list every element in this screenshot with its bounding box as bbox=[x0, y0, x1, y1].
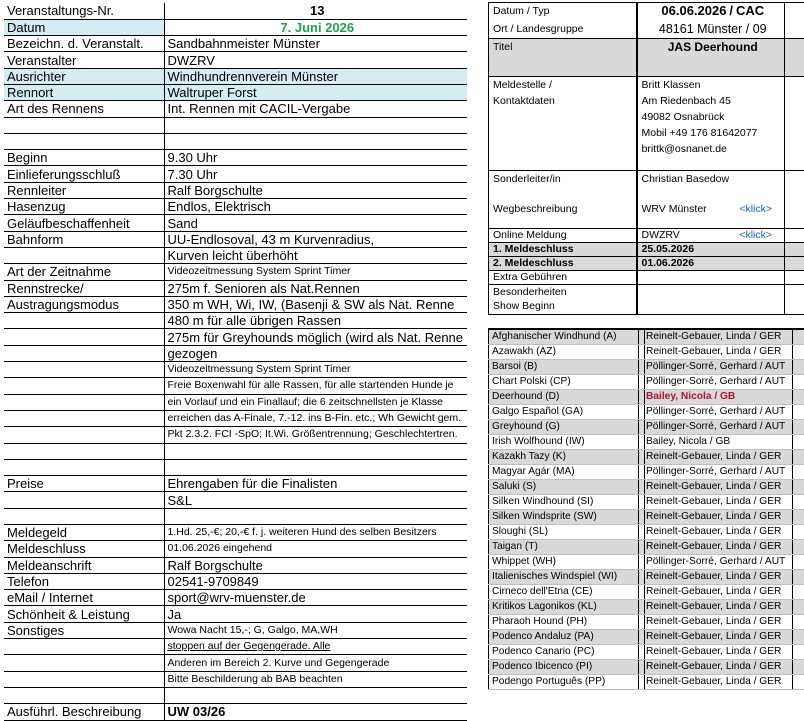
left-row bbox=[4, 557, 467, 573]
left-row-value: Sand bbox=[164, 215, 467, 231]
breed-name: Cirneco dell'Etna (CE) bbox=[489, 585, 639, 600]
left-row bbox=[4, 427, 467, 443]
breed-name: Pharaoh Hound (PH) bbox=[489, 615, 639, 630]
breed-name: Sloughi (SL) bbox=[489, 525, 639, 540]
left-row-label bbox=[4, 313, 164, 329]
left-row bbox=[4, 590, 467, 606]
left-row-label: Ausrichter bbox=[4, 68, 164, 84]
breed-judge: Reinelt-Gebauer, Linda / GER bbox=[645, 345, 793, 360]
left-row bbox=[4, 313, 467, 329]
breed-extra bbox=[793, 660, 804, 675]
breed-row bbox=[489, 585, 804, 600]
breed-extra bbox=[793, 645, 804, 660]
breed-name: Greyhound (G) bbox=[489, 420, 639, 435]
breed-name: Deerhound (D) bbox=[489, 390, 639, 405]
left-row bbox=[4, 655, 467, 671]
left-row-value: stoppen auf der Gegengerade. Alle bbox=[164, 639, 467, 655]
breed-judge: Reinelt-Gebauer, Linda / GER bbox=[645, 675, 793, 690]
wegbeschreibung-klick-link[interactable]: <klick> bbox=[739, 201, 772, 217]
breed-row bbox=[489, 465, 804, 480]
breed-judge: Reinelt-Gebauer, Linda / GER bbox=[645, 329, 793, 345]
breed-name: Afghanischer Windhund (A) bbox=[489, 329, 639, 345]
wegbeschreibung-label: Wegbeschreibung bbox=[493, 201, 636, 217]
left-row-label: Schönheit & Leistung bbox=[4, 606, 164, 622]
left-row bbox=[4, 671, 467, 687]
breed-name: Taigan (T) bbox=[489, 540, 639, 555]
left-row bbox=[4, 150, 467, 166]
breed-judge: Reinelt-Gebauer, Linda / GER bbox=[645, 630, 793, 645]
ort-value: 48161 Münster / 09 bbox=[637, 21, 785, 39]
left-row bbox=[4, 639, 467, 655]
online-meldung-org: DWZRV bbox=[642, 229, 680, 241]
datum-typ-value bbox=[637, 3, 785, 21]
left-row-value: 01.06.2026 eingehend bbox=[164, 541, 467, 557]
breed-name: Irish Wolfhound (IW) bbox=[489, 435, 639, 450]
left-row-value: Pkt 2.3.2. FCI -SpO; It.Wi. Größentrennung; Geschlechtertren. bbox=[164, 427, 467, 443]
left-row-label: Meldegeld bbox=[4, 525, 164, 541]
breed-row bbox=[489, 329, 804, 345]
sonderleiter-weg-labels bbox=[489, 171, 637, 229]
breed-name: Galgo Español (GA) bbox=[489, 405, 639, 420]
sonderleiter-weg-values bbox=[637, 171, 785, 229]
breed-row bbox=[489, 495, 804, 510]
left-row-label bbox=[4, 345, 164, 361]
breed-judge: Reinelt-Gebauer, Linda / GER bbox=[645, 510, 793, 525]
breed-name: Whippet (WH) bbox=[489, 555, 639, 570]
besonderheiten-labels bbox=[489, 285, 637, 315]
breed-row bbox=[489, 405, 804, 420]
breed-row bbox=[489, 660, 804, 675]
breed-extra bbox=[793, 615, 804, 630]
left-row-value: Videozeitmessung System Sprint Timer bbox=[164, 264, 467, 280]
breed-judge: Pöllinger-Sorré, Gerhard / AUT bbox=[645, 405, 793, 420]
extra-gebuehren-label: Extra Gebühren bbox=[489, 271, 637, 285]
show-details-panel bbox=[488, 2, 804, 320]
left-row-value: Anderen im Bereich 2. Kurve und Gegengerade bbox=[164, 655, 467, 671]
left-row-label bbox=[4, 410, 164, 426]
left-row bbox=[4, 215, 467, 231]
left-row-value: sport@wrv-muenster.de bbox=[164, 590, 467, 606]
left-row-label: Geläufbeschaffenheit bbox=[4, 215, 164, 231]
left-row bbox=[4, 247, 467, 263]
left-row-value: DWZRV bbox=[164, 52, 467, 68]
left-empty-row bbox=[4, 133, 467, 149]
breed-extra bbox=[793, 390, 804, 405]
left-row-label bbox=[4, 394, 164, 410]
breed-row bbox=[489, 510, 804, 525]
show-beginn-label: Show Beginn bbox=[493, 299, 636, 313]
left-row-value: 1.Hd. 25,-€; 20,-€ f. j. weiteren Hund des selben Besitzers bbox=[164, 525, 467, 541]
left-row-label bbox=[4, 655, 164, 671]
contact-phone: Mobil +49 176 81642077 bbox=[642, 125, 785, 141]
breed-name: Kritikos Lagonikos (KL) bbox=[489, 600, 639, 615]
breed-extra bbox=[793, 435, 804, 450]
breed-row bbox=[489, 555, 804, 570]
left-row-value: Ralf Borgschulte bbox=[164, 557, 467, 573]
left-row-label: Veranstaltungs-Nr. bbox=[4, 3, 164, 19]
breed-row bbox=[489, 480, 804, 495]
left-row-value: ein Vorlauf und ein Finallauf; die 6 zeitschnellsten je Klasse bbox=[164, 394, 467, 410]
left-row-label bbox=[4, 329, 164, 345]
breed-name: Saluki (S) bbox=[489, 480, 639, 495]
breed-extra bbox=[793, 570, 804, 585]
left-row-label: Telefon bbox=[4, 573, 164, 589]
meldeschluss2-value: 01.06.2026 bbox=[637, 257, 785, 271]
left-row-value: 7.30 Uhr bbox=[164, 166, 467, 182]
event-details-table bbox=[4, 3, 467, 721]
breed-judge: Pöllinger-Sorré, Gerhard / AUT bbox=[645, 375, 793, 390]
left-row bbox=[4, 329, 467, 345]
left-row-label: Ausführl. Beschreibung bbox=[4, 704, 164, 720]
breed-extra bbox=[793, 345, 804, 360]
left-row bbox=[4, 378, 467, 394]
left-empty-row bbox=[4, 687, 467, 703]
left-row-label bbox=[4, 378, 164, 394]
breed-judge: Reinelt-Gebauer, Linda / GER bbox=[645, 495, 793, 510]
left-row-label: Art der Zeitnahme bbox=[4, 264, 164, 280]
wegbeschreibung-row bbox=[642, 201, 785, 217]
left-row-value: 9.30 Uhr bbox=[164, 150, 467, 166]
left-row-label: Rennleiter bbox=[4, 182, 164, 198]
breed-row bbox=[489, 345, 804, 360]
meldestelle-label-line1: Meldestelle / bbox=[493, 77, 636, 93]
left-row-value: Videozeitmessung System Sprint Timer bbox=[164, 362, 467, 378]
breed-extra bbox=[793, 360, 804, 375]
left-row-label: Einlieferungsschluß bbox=[4, 166, 164, 182]
left-row bbox=[4, 622, 467, 638]
left-row bbox=[4, 199, 467, 215]
left-row-label bbox=[4, 671, 164, 687]
left-row-value: 7. Juni 2026 bbox=[164, 19, 467, 35]
contact-name: Britt Klassen bbox=[642, 77, 785, 93]
breed-extra bbox=[793, 525, 804, 540]
left-empty-row bbox=[4, 443, 467, 459]
breed-judge: Pöllinger-Sorré, Gerhard / AUT bbox=[645, 555, 793, 570]
left-row-value: Int. Rennen mit CACIL-Vergabe bbox=[164, 101, 467, 117]
breed-extra bbox=[793, 510, 804, 525]
left-row bbox=[4, 166, 467, 182]
left-row-value: Freie Boxenwahl für alle Rassen, für alle startenden Hunde je bbox=[164, 378, 467, 394]
breed-extra bbox=[793, 329, 804, 345]
breed-judge: Reinelt-Gebauer, Linda / GER bbox=[645, 525, 793, 540]
left-row-label bbox=[4, 427, 164, 443]
left-row-value: Ralf Borgschulte bbox=[164, 182, 467, 198]
left-row-label: Meldeschluss bbox=[4, 541, 164, 557]
sonderleiter-value: Christian Basedow bbox=[642, 171, 785, 187]
contact-city: 49082 Osnabrück bbox=[642, 109, 785, 125]
breed-judge: Reinelt-Gebauer, Linda / GER bbox=[645, 570, 793, 585]
breed-extra bbox=[793, 420, 804, 435]
breed-name: Chart Polski (CP) bbox=[489, 375, 639, 390]
left-row-label: Art des Rennens bbox=[4, 101, 164, 117]
breed-judge: Reinelt-Gebauer, Linda / GER bbox=[645, 540, 793, 555]
date-type-separator: / bbox=[729, 3, 733, 18]
left-row-label: eMail / Internet bbox=[4, 590, 164, 606]
breed-name: Azawakh (AZ) bbox=[489, 345, 639, 360]
left-row-value: 275m f. Senioren als Nat.Rennen bbox=[164, 280, 467, 296]
left-empty-row bbox=[4, 459, 467, 475]
left-row-value: Ehrengaben für die Finalisten bbox=[164, 476, 467, 492]
breed-judge: Reinelt-Gebauer, Linda / GER bbox=[645, 600, 793, 615]
left-row bbox=[4, 52, 467, 68]
left-row bbox=[4, 3, 467, 19]
left-row-value: UW 03/26 bbox=[164, 704, 467, 720]
breed-row bbox=[489, 675, 804, 690]
left-row-value: gezogen bbox=[164, 345, 467, 361]
left-row-value: 350 m WH, Wi, IW, (Basenji & SW als Nat. Renne bbox=[164, 296, 467, 312]
left-row-label: Veranstalter bbox=[4, 52, 164, 68]
left-row bbox=[4, 36, 467, 52]
breed-name: Podenco Andaluz (PA) bbox=[489, 630, 639, 645]
left-empty-row bbox=[4, 117, 467, 133]
contact-details bbox=[637, 77, 785, 171]
breed-judge-table bbox=[488, 328, 804, 690]
left-row-value: Kurven leicht überhöht bbox=[164, 247, 467, 263]
left-row bbox=[4, 362, 467, 378]
left-row-value: 13 bbox=[164, 3, 467, 19]
breed-extra bbox=[793, 375, 804, 390]
breed-extra bbox=[793, 405, 804, 420]
left-row-label: Rennstrecke/ bbox=[4, 280, 164, 296]
breed-extra bbox=[793, 600, 804, 615]
breed-extra bbox=[793, 465, 804, 480]
left-row bbox=[4, 541, 467, 557]
left-row-label bbox=[4, 247, 164, 263]
meldeschluss1-label: 1. Meldeschluss bbox=[489, 243, 637, 257]
breed-row bbox=[489, 360, 804, 375]
left-row-value: Wowa Nacht 15,-; G, Galgo, MA,WH bbox=[164, 622, 467, 638]
besonderheiten-value bbox=[637, 285, 785, 315]
breed-name: Silken Windhound (SI) bbox=[489, 495, 639, 510]
breed-extra bbox=[793, 675, 804, 690]
breed-judge: Pöllinger-Sorré, Gerhard / AUT bbox=[645, 465, 793, 480]
left-row-value: Windhundrennverein Münster bbox=[164, 68, 467, 84]
left-row-label bbox=[4, 639, 164, 655]
meldestelle-label-line2: Kontaktdaten bbox=[493, 93, 636, 109]
breed-judge: Reinelt-Gebauer, Linda / GER bbox=[645, 615, 793, 630]
left-row-value: Sandbahnmeister Münster bbox=[164, 36, 467, 52]
left-row bbox=[4, 492, 467, 508]
breed-judge: Bailey, Nicola / GB bbox=[645, 435, 793, 450]
breed-extra bbox=[793, 495, 804, 510]
left-row-value: Bitte Beschilderung ab BAB beachten bbox=[164, 671, 467, 687]
breed-row bbox=[489, 435, 804, 450]
left-row-value: erreichen das A-Finale, 7.-12. ins B-Fin. etc.; Wh Gewicht gem. bbox=[164, 410, 467, 426]
left-row bbox=[4, 19, 467, 35]
left-row-label: Bahnform bbox=[4, 231, 164, 247]
left-row bbox=[4, 231, 467, 247]
wegbeschreibung-value: WRV Münster bbox=[642, 203, 707, 215]
contact-street: Am Riedenbach 45 bbox=[642, 93, 785, 109]
left-row-label: Sonstiges bbox=[4, 622, 164, 638]
left-row-value: 275m für Greyhounds möglich (wird als Nat. Renne bbox=[164, 329, 467, 345]
left-row-label: Austragungsmodus bbox=[4, 296, 164, 312]
left-row bbox=[4, 101, 467, 117]
left-row-label: Bezeichn. d. Veranstalt. bbox=[4, 36, 164, 52]
breed-name: Italienisches Windspiel (WI) bbox=[489, 570, 639, 585]
show-type: CAC bbox=[736, 3, 764, 18]
left-row bbox=[4, 704, 467, 720]
extra-gebuehren-value bbox=[637, 271, 785, 285]
breed-name: Magyar Agár (MA) bbox=[489, 465, 639, 480]
online-meldung-value bbox=[637, 229, 785, 243]
titel-value: JAS Deerhound bbox=[637, 39, 785, 77]
breed-extra bbox=[793, 480, 804, 495]
breed-judge: Reinelt-Gebauer, Linda / GER bbox=[645, 480, 793, 495]
left-row-label: Beginn bbox=[4, 150, 164, 166]
breed-extra bbox=[793, 540, 804, 555]
left-row-label bbox=[4, 492, 164, 508]
breed-row bbox=[489, 540, 804, 555]
left-row-label: Hasenzug bbox=[4, 199, 164, 215]
ort-label: Ort / Landesgruppe bbox=[489, 21, 637, 39]
left-row bbox=[4, 68, 467, 84]
breed-name: Kazakh Tazy (K) bbox=[489, 450, 639, 465]
left-row-label: Preise bbox=[4, 476, 164, 492]
breed-row bbox=[489, 450, 804, 465]
breed-row bbox=[489, 525, 804, 540]
breed-row bbox=[489, 375, 804, 390]
breed-extra bbox=[793, 630, 804, 645]
breed-row bbox=[489, 570, 804, 585]
breed-judge: Pöllinger-Sorré, Gerhard / AUT bbox=[645, 360, 793, 375]
breed-judge: Reinelt-Gebauer, Linda / GER bbox=[645, 660, 793, 675]
sonderleiter-label: Sonderleiter/in bbox=[493, 171, 636, 187]
left-row-label bbox=[4, 362, 164, 378]
left-row bbox=[4, 84, 467, 100]
datum-typ-label: Datum / Typ bbox=[489, 3, 637, 21]
left-row-label: Meldeanschrift bbox=[4, 557, 164, 573]
breed-judge: Pöllinger-Sorré, Gerhard / AUT bbox=[645, 420, 793, 435]
left-row-value: Endlos, Elektrisch bbox=[164, 199, 467, 215]
left-row-value: 02541-9709849 bbox=[164, 573, 467, 589]
left-row bbox=[4, 606, 467, 622]
breed-name: Barsoi (B) bbox=[489, 360, 639, 375]
breed-row bbox=[489, 645, 804, 660]
left-row bbox=[4, 296, 467, 312]
meldeschluss1-value: 25.05.2026 bbox=[637, 243, 785, 257]
online-meldung-label: Online Meldung bbox=[489, 229, 637, 243]
left-row bbox=[4, 182, 467, 198]
left-row bbox=[4, 264, 467, 280]
left-row bbox=[4, 345, 467, 361]
titel-label: Titel bbox=[489, 39, 637, 77]
left-row-value: S&L bbox=[164, 492, 467, 508]
left-row bbox=[4, 280, 467, 296]
left-row bbox=[4, 573, 467, 589]
breed-row bbox=[489, 420, 804, 435]
breed-name: Podenco Ibicenco (PI) bbox=[489, 660, 639, 675]
breed-extra bbox=[793, 585, 804, 600]
left-row-value: 480 m für alle übrigen Rassen bbox=[164, 313, 467, 329]
left-row bbox=[4, 394, 467, 410]
left-row-value: Waltruper Forst bbox=[164, 84, 467, 100]
show-date: 06.06.2026 bbox=[661, 3, 726, 18]
breed-extra bbox=[793, 450, 804, 465]
left-empty-row bbox=[4, 508, 467, 524]
online-meldung-klick-link[interactable]: <klick> bbox=[739, 229, 772, 242]
left-row-label: Datum bbox=[4, 19, 164, 35]
breed-row bbox=[489, 390, 804, 405]
breed-row bbox=[489, 600, 804, 615]
contact-email: brittk@osnanet.de bbox=[642, 141, 785, 157]
left-row-label: Rennort bbox=[4, 84, 164, 100]
left-row bbox=[4, 525, 467, 541]
left-row-value: Ja bbox=[164, 606, 467, 622]
meldestelle-label bbox=[489, 77, 637, 171]
breed-row bbox=[489, 615, 804, 630]
breed-name: Podengo Português (PP) bbox=[489, 675, 639, 690]
breed-row bbox=[489, 630, 804, 645]
breed-judge: Reinelt-Gebauer, Linda / GER bbox=[645, 645, 793, 660]
breed-judge: Reinelt-Gebauer, Linda / GER bbox=[645, 450, 793, 465]
breed-extra bbox=[793, 555, 804, 570]
left-row bbox=[4, 410, 467, 426]
breed-name: Silken Windsprite (SW) bbox=[489, 510, 639, 525]
left-row bbox=[4, 476, 467, 492]
breed-judge: Bailey, Nicola / GB bbox=[645, 390, 793, 405]
left-row-value: UU-Endlosoval, 43 m Kurvenradius, bbox=[164, 231, 467, 247]
breed-judge: Reinelt-Gebauer, Linda / GER bbox=[645, 585, 793, 600]
meldeschluss2-label: 2. Meldeschluss bbox=[489, 257, 637, 271]
besonderheiten-label: Besonderheiten bbox=[493, 285, 636, 299]
breed-name: Podenco Canario (PC) bbox=[489, 645, 639, 660]
